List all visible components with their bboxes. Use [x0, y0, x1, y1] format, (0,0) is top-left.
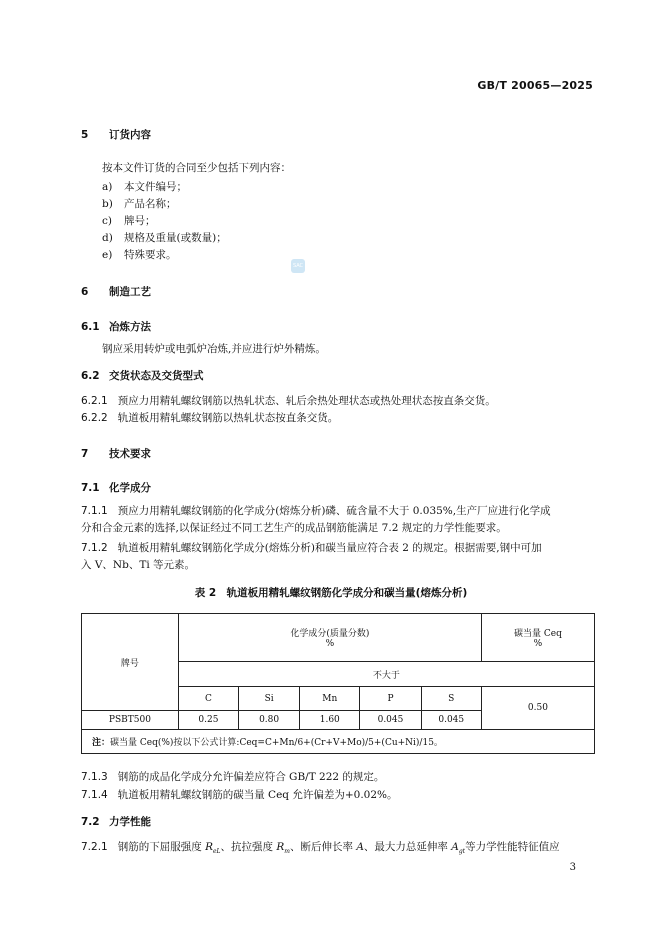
list-item	[102, 180, 187, 195]
clause-text: 、最大力总延伸率	[363, 841, 452, 853]
section-title: 技术要求	[109, 448, 151, 460]
cell-value: 1.60	[300, 711, 360, 730]
clause-number: 6.2.2	[81, 412, 108, 424]
section-number: 7.1	[81, 482, 100, 494]
header-chem-unit: %	[325, 639, 335, 649]
list-label: a)	[102, 181, 113, 193]
clause-text: 轨道板用精轧螺纹钢筋化学成分(熔炼分析)和碳当量应符合表 2 的规定。根据需要,钢中可加	[117, 542, 542, 554]
list-label: c)	[102, 215, 112, 227]
table-note	[82, 730, 595, 754]
clause-text: 轨道板用精轧螺纹钢筋的碳当量 Ceq 允许偏差为+0.02%。	[117, 789, 398, 801]
document-number: GB/T 20065—2025	[477, 79, 593, 92]
subsection-6-1-heading	[81, 319, 151, 334]
cell-value: 0.80	[239, 711, 300, 730]
list-text: 产品名称；	[124, 198, 177, 210]
clause-6-2-2	[81, 411, 338, 426]
section-number: 6	[81, 286, 89, 298]
clause-7-1-2-line2: 入 V、Nb、Ti 等元素。	[81, 559, 196, 571]
header-element: Mn	[300, 687, 360, 711]
cell-value: 0.045	[360, 711, 421, 730]
clause-7-2-1	[81, 840, 560, 859]
header-element: Si	[239, 687, 300, 711]
header-not-greater: 不大于	[178, 662, 594, 687]
clause-text: 预应力用精轧螺纹钢筋以热轧状态、轧后余热处理状态或热处理状态按直条交货。	[117, 395, 496, 407]
symbol-A: A	[356, 841, 364, 853]
table-caption: 表 2 轨道板用精轧螺纹钢筋化学成分和碳当量(熔炼分析)	[194, 587, 468, 599]
clause-number: 7.1.1	[81, 505, 108, 517]
header-chem-label: 化学成分(质量分数)	[290, 629, 370, 639]
header-chem	[178, 614, 481, 662]
symbol-ReL	[205, 841, 221, 856]
section-7-heading	[81, 446, 151, 461]
symbol-letter: A	[451, 841, 459, 853]
list-text: 牌号；	[124, 215, 156, 227]
clause-7-1-3	[81, 770, 384, 785]
cell-value: 0.045	[421, 711, 481, 730]
section-title: 交货状态及交货型式	[109, 370, 204, 382]
clause-text: 、断后伸长率	[289, 841, 357, 853]
clause-7-1-2-line1	[81, 541, 542, 556]
watermark-logo-icon: SAC	[291, 259, 305, 273]
clause-7-1-1-line2: 分和合金元素的选择,以保证经过不同工艺生产的成品钢筋能满足 7.2 规定的力学性能要求。	[81, 522, 507, 534]
section-6-heading	[81, 284, 151, 299]
note-text: 碳当量 Ceq(%)按以下公式计算:Ceq=C+Mn/6+(Cr+V+Mo)/5+(Cu+Ni)/15。	[110, 738, 443, 748]
section-number: 6.1	[81, 321, 100, 333]
header-element: P	[360, 687, 421, 711]
clause-number: 7.1.2	[81, 542, 108, 554]
clause-text: 等力学性能特征值应	[465, 841, 560, 853]
header-element: S	[421, 687, 481, 711]
section-number: 5	[81, 129, 89, 141]
clause-text: 轨道板用精轧螺纹钢筋以热轧状态按直条交货。	[117, 412, 339, 424]
clause-7-1-1-line1	[81, 504, 551, 519]
section-title: 化学成分	[109, 482, 151, 494]
clause-text: 钢筋的下屈服强度	[117, 841, 206, 853]
section-title: 制造工艺	[109, 286, 151, 298]
clause-number: 7.1.4	[81, 789, 108, 801]
clause-number: 7.2.1	[81, 841, 108, 853]
clause-text: 、抗拉强度	[220, 841, 277, 853]
symbol-letter: R	[276, 841, 285, 853]
header-ceq-unit: %	[533, 639, 543, 649]
section-number: 6.2	[81, 370, 100, 382]
section-number: 7.2	[81, 816, 100, 828]
paragraph: 钢应采用转炉或电弧炉冶炼,并应进行炉外精炼。	[102, 343, 326, 355]
section-5-heading	[81, 127, 151, 142]
list-item	[102, 248, 177, 263]
section-number: 7	[81, 448, 89, 460]
subsection-6-2-heading	[81, 368, 204, 383]
symbol-subscript: gt	[458, 848, 466, 856]
section-title: 力学性能	[109, 816, 151, 828]
note-label: 注：	[92, 738, 111, 748]
subsection-7-2-heading	[81, 814, 151, 829]
section-title: 订货内容	[109, 129, 151, 141]
symbol-letter: R	[205, 841, 213, 853]
clause-7-1-4	[81, 788, 398, 803]
section-title: 冶炼方法	[109, 321, 151, 333]
clause-6-2-1	[81, 394, 496, 409]
list-item	[102, 214, 156, 229]
symbol-subscript: eL	[212, 848, 221, 856]
list-item	[102, 197, 177, 212]
clause-number: 7.1.3	[81, 771, 108, 783]
list-label: e)	[102, 249, 113, 261]
subsection-7-1-heading	[81, 480, 151, 495]
cell-value: 0.25	[178, 711, 238, 730]
clause-text: 预应力用精轧螺纹钢筋的化学成分(熔炼分析)磷、硫含量不大于 0.035%,生产厂应进行化学成	[117, 505, 551, 517]
symbol-Rm	[276, 841, 290, 856]
list-label: d)	[102, 232, 113, 244]
header-ceq	[481, 614, 594, 662]
header-ceq-label: 碳当量 Ceq	[514, 629, 562, 639]
cell-ceq-value: 0.50	[481, 687, 594, 730]
list-item	[102, 231, 227, 246]
symbol-subscript: m	[284, 848, 290, 856]
section-5-intro: 按本文件订货的合同至少包括下列内容：	[102, 162, 291, 174]
list-label: b)	[102, 198, 113, 210]
cell-grade: PSBT500	[82, 711, 179, 730]
chemical-composition-table	[81, 613, 595, 754]
clause-text: 钢筋的成品化学成分允许偏差应符合 GB/T 222 的规定。	[117, 771, 385, 783]
list-text: 特殊要求。	[124, 249, 177, 261]
symbol-Agt	[451, 841, 466, 856]
header-element: C	[178, 687, 238, 711]
page-number: 3	[569, 862, 576, 873]
clause-number: 6.2.1	[81, 395, 108, 407]
header-grade: 牌号	[82, 614, 179, 711]
list-text: 本文件编号；	[124, 181, 187, 193]
list-text: 规格及重量(或数量)；	[124, 232, 227, 244]
